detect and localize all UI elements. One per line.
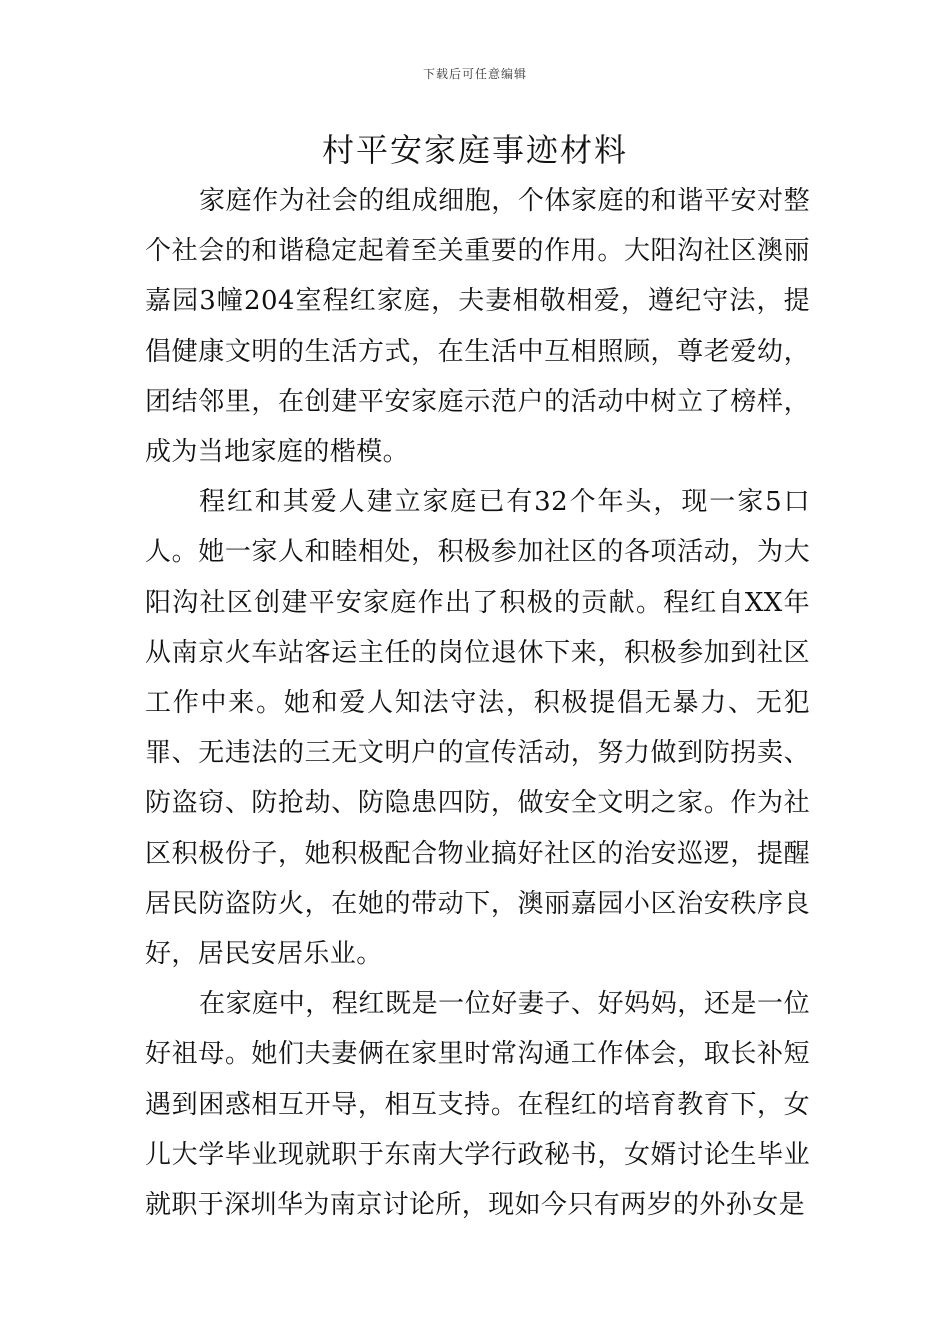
paragraph-2: 程红和其爱人建立家庭已有32个年头，现一家5口人。她一家人和睦相处，积极参加社区的各项活动，为大阳沟社区创建平安家庭作出了积极的贡献。程红自XX年从南京火车站客运主任的岗位退休下来，积极参加到社区工作中来。她和爱人知法守法，积极提倡无暴力、无犯罪、无违法的三无文明户的宣传活动，努力做到防拐卖、防盗窃、防抢劫、防隐患四防，做安全文明之家。作为社区积极份子，她积极配合物业搞好社区的治安巡逻，提醒居民防盗防火，在她的带动下，澳丽嘉园小区治安秩序良好，居民安居乐业。 xyxy=(145,487,810,970)
page-header-note: 下载后可任意编辑 xyxy=(422,67,527,81)
paragraph-1: 家庭作为社会的组成细胞，个体家庭的和谐平安对整个社会的和谐稳定起着至关重要的作用。大阳沟社区澳丽嘉园3幢204室程红家庭，夫妻相敬相爱，遵纪守法，提倡健康文明的生活方式，在生活中互相照顾，尊老爱幼，团结邻里，在创建平安家庭示范户的活动中树立了榜样，成为当地家庭的楷模。 xyxy=(145,186,810,468)
document-body xyxy=(145,176,810,1230)
document-title: 村平安家庭事迹材料 xyxy=(321,131,628,169)
paragraph-3: 在家庭中，程红既是一位好妻子、好妈妈，还是一位好祖母。她们夫妻俩在家里时常沟通工作体会，取长补短遇到困惑相互开导，相互支持。在程红的培育教育下，女儿大学毕业现就职于东南大学行政秘书，女婿讨论生毕业就职于深圳华为南京讨论所，现如今只有两岁的外孙女是 xyxy=(145,989,810,1221)
